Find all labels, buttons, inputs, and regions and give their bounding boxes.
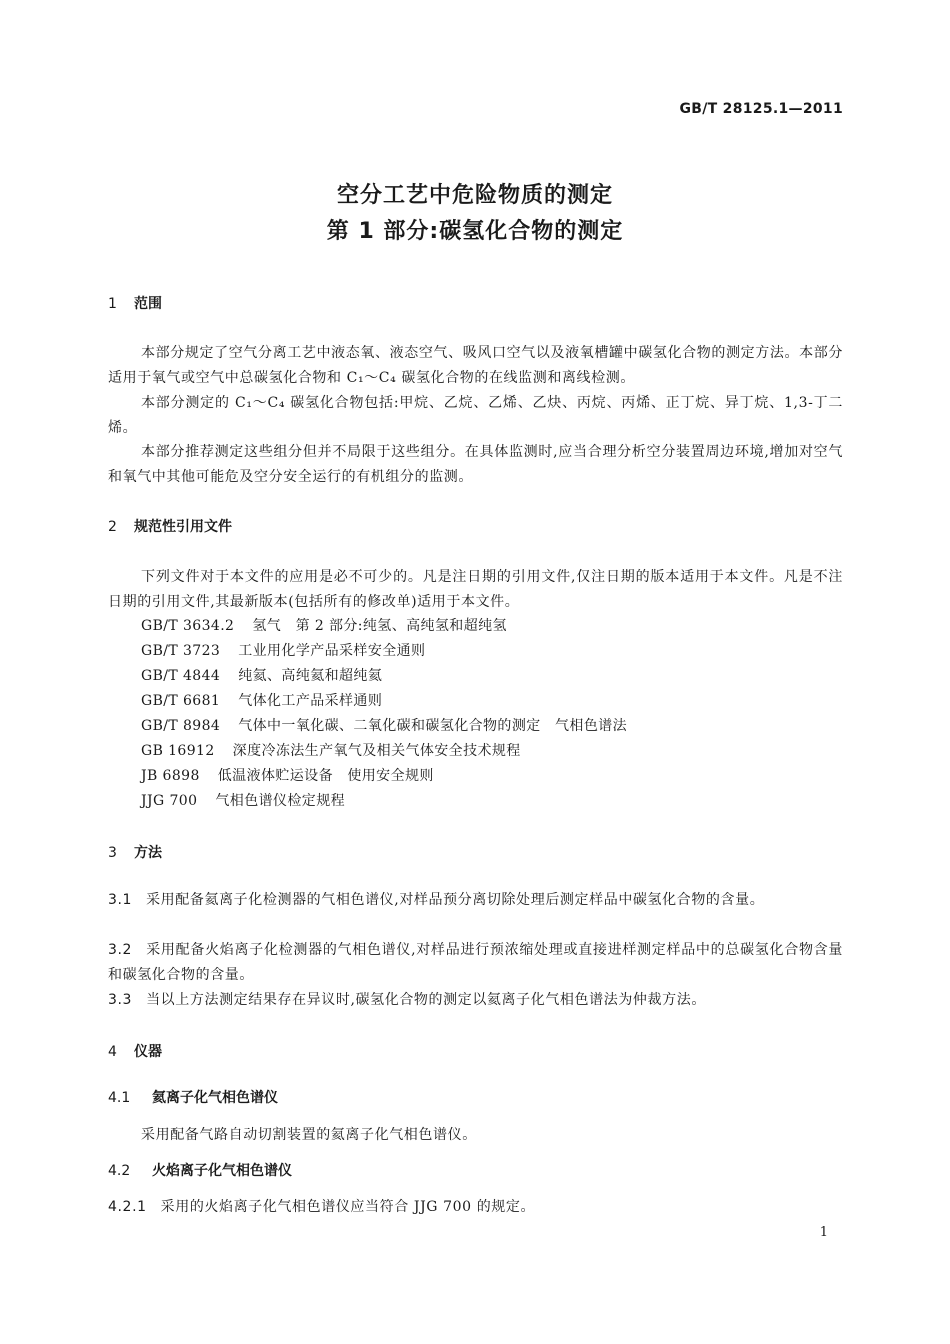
subsection-title: 氦离子化气相色谱仪 xyxy=(152,1090,278,1106)
reference-title: 气相色谱仪检定规程 xyxy=(215,793,345,809)
reference-item xyxy=(141,740,521,760)
reference-title: 氢气 第 2 部分:纯氢、高纯氢和超纯氢 xyxy=(252,618,507,634)
standard-code: GB/T 28125.1—2011 xyxy=(679,101,843,117)
section-heading-apparatus xyxy=(108,1041,162,1061)
section-title: 仪器 xyxy=(134,1044,162,1060)
reference-code: JJG 700 xyxy=(141,793,198,809)
section-heading-method xyxy=(108,842,162,862)
clause-number: 3.1 xyxy=(108,892,133,908)
reference-title: 深度冷冻法生产氧气及相关气体安全技术规程 xyxy=(232,743,521,759)
reference-item xyxy=(141,765,434,785)
paragraph: 本部分推荐测定这些组分但并不局限于这些组分。在具体监测时,应当合理分析空分装置周边环境,增加对空气和氧气中其他可能危及空分安全运行的有机组分的监测。 xyxy=(108,444,843,485)
section-number: 2 xyxy=(108,519,117,535)
clause-3-1 xyxy=(108,888,843,913)
page-number: 1 xyxy=(819,1225,828,1240)
reference-title: 工业用化学产品采样安全通则 xyxy=(238,643,426,659)
reference-title: 气体中一氧化碳、二氧化碳和碳氢化合物的测定 气相色谱法 xyxy=(238,718,628,734)
section-title: 规范性引用文件 xyxy=(134,519,232,535)
section-heading-scope xyxy=(108,293,162,313)
document-title-line2: 第 1 部分:碳氢化合物的测定 xyxy=(326,219,624,244)
paragraph: 采用配备气路自动切割装置的氦离子化气相色谱仪。 xyxy=(141,1127,477,1143)
reference-code: GB/T 4844 xyxy=(141,668,221,684)
clause-3-3 xyxy=(108,988,843,1013)
document-title-line1: 空分工艺中危险物质的测定 xyxy=(336,183,613,208)
reference-title: 气体化工产品采样通则 xyxy=(238,693,383,709)
reference-code: GB 16912 xyxy=(141,743,215,759)
paragraph: 本部分规定了空气分离工艺中液态氧、液态空气、吸风口空气以及液氧槽罐中碳氢化合物的测定方法。本部分适用于氧气或空气中总碳氢化合物和 C₁～C₄ 碳氢化合物的在线监测和离线检测。 xyxy=(108,345,843,386)
reference-item xyxy=(141,640,425,660)
subsection-heading-4-1 xyxy=(108,1087,278,1107)
clause-number: 3.3 xyxy=(108,992,133,1008)
clause-text: 采用配备火焰离子化检测器的气相色谱仪,对样品进行预浓缩处理或直接进样测定样品中的总碳氢化合物含量和碳氢化合物的含量。 xyxy=(108,942,843,983)
section-number: 3 xyxy=(108,845,117,861)
section-title: 方法 xyxy=(134,845,162,861)
clause-text: 采用的火焰离子化气相色谱仪应当符合 JJG 700 的规定。 xyxy=(160,1199,536,1215)
reference-code: JB 6898 xyxy=(141,768,200,784)
reference-title: 纯氦、高纯氦和超纯氦 xyxy=(238,668,383,684)
clause-4-2-1 xyxy=(108,1195,843,1220)
section-number: 1 xyxy=(108,296,117,312)
reference-title: 低温液体贮运设备 使用安全规则 xyxy=(217,768,434,784)
reference-code: GB/T 6681 xyxy=(141,693,221,709)
reference-item xyxy=(141,790,345,810)
subsection-title: 火焰离子化气相色谱仪 xyxy=(152,1163,292,1179)
section-title: 范围 xyxy=(134,296,162,312)
reference-item xyxy=(141,690,382,710)
clause-number: 3.2 xyxy=(108,942,133,958)
subsection-number: 4.2 xyxy=(108,1163,131,1179)
reference-code: GB/T 8984 xyxy=(141,718,221,734)
section-number: 4 xyxy=(108,1044,117,1060)
clause-text: 当以上方法测定结果存在异议时,碳氢化合物的测定以氦离子化气相色谱法为仲裁方法。 xyxy=(146,992,706,1008)
reference-item xyxy=(141,665,382,685)
paragraph: 下列文件对于本文件的应用是必不可少的。凡是注日期的引用文件,仅注日期的版本适用于本文件。凡是不注日期的引用文件,其最新版本(包括所有的修改单)适用于本文件。 xyxy=(108,569,843,610)
reference-code: GB/T 3634.2 xyxy=(141,618,235,634)
subsection-number: 4.1 xyxy=(108,1090,131,1106)
paragraph: 本部分测定的 C₁～C₄ 碳氢化合物包括:甲烷、乙烷、乙烯、乙炔、丙烷、丙烯、正丁烷、异丁烷、1,3-丁二烯。 xyxy=(108,395,843,436)
clause-number: 4.2.1 xyxy=(108,1199,147,1215)
section-heading-normative-references xyxy=(108,516,232,536)
clause-3-2 xyxy=(108,938,843,988)
subsection-heading-4-2 xyxy=(108,1160,292,1180)
reference-item xyxy=(141,715,627,735)
reference-code: GB/T 3723 xyxy=(141,643,221,659)
reference-item xyxy=(141,615,507,635)
clause-text: 采用配备氦离子化检测器的气相色谱仪,对样品预分离切除处理后测定样品中碳氢化合物的含量。 xyxy=(146,892,765,908)
